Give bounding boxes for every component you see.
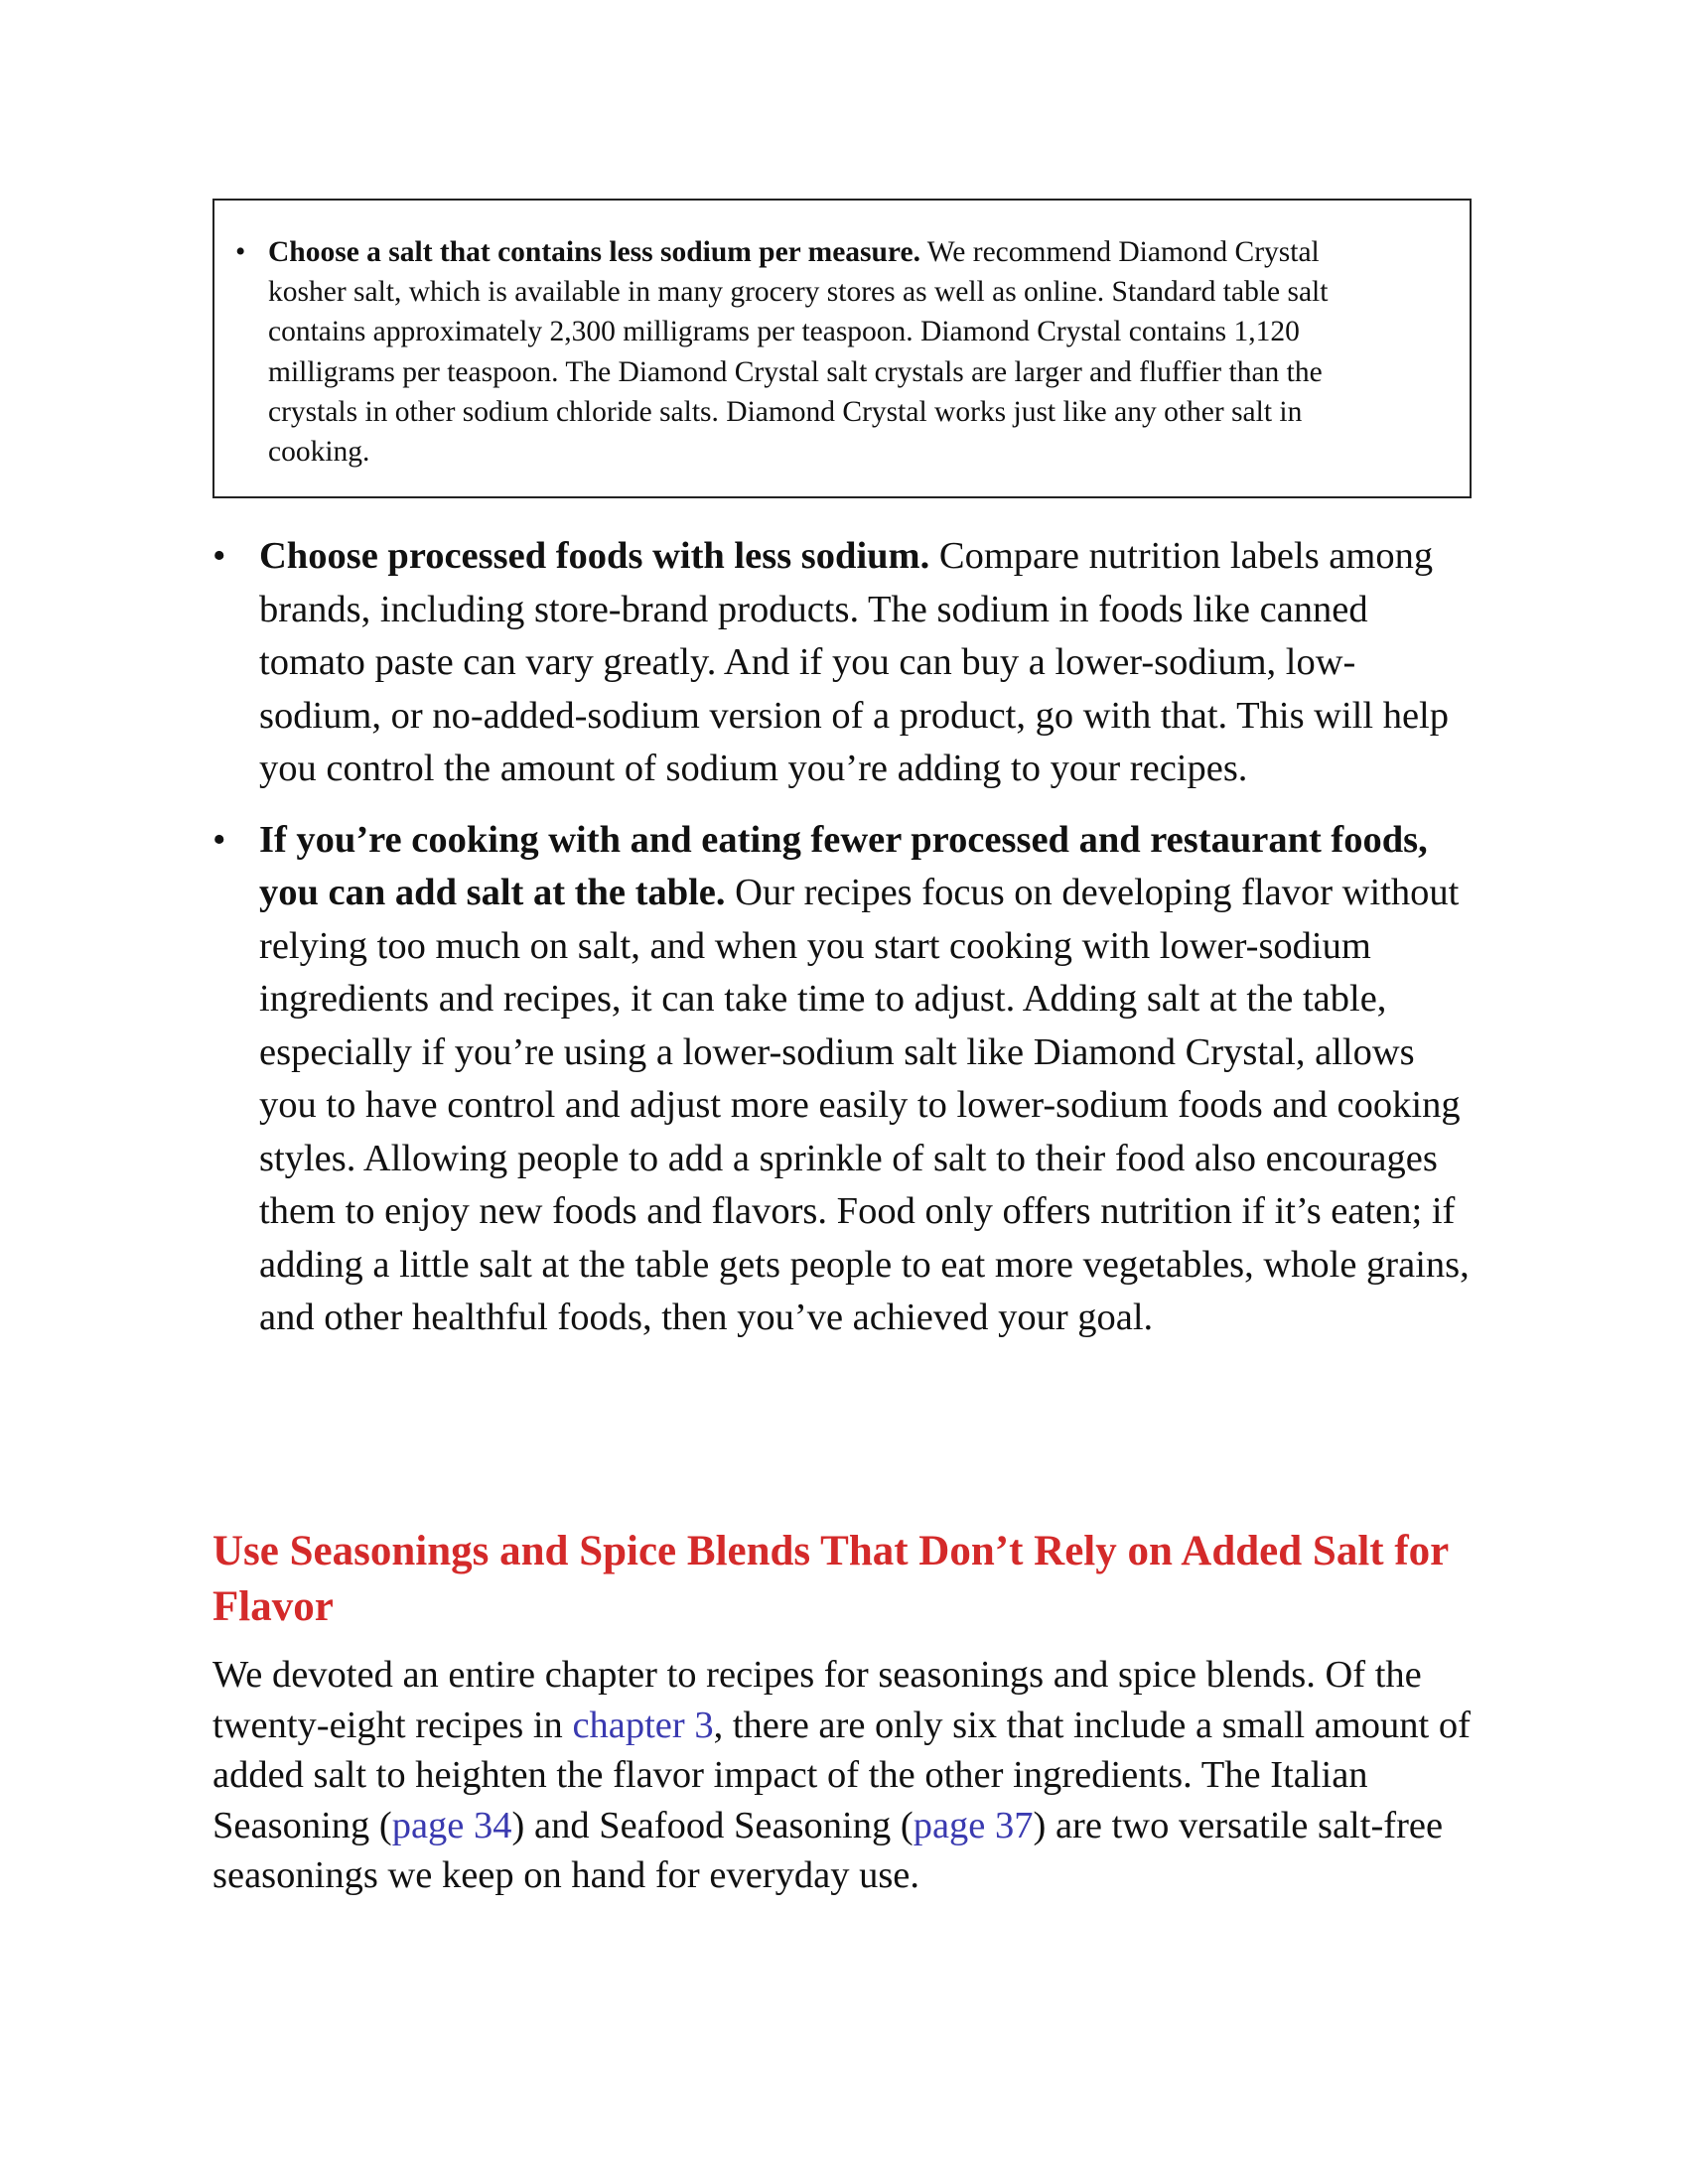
tip-bold: Choose processed foods with less sodium. (259, 535, 930, 577)
chapter-3-link[interactable]: chapter 3 (572, 1704, 714, 1746)
tip-text: Our recipes focus on developing flavor without relying too much on salt, and when you start cooking with lower-sodium ingredients and recipes, it can take time to adjust. Adding salt at the table, especially if you’re using a lower-sodium salt like Diamond Crystal, allows you to have control and adjust more easily to lower-sodium foods and cooking styles. Allowing people to add a sprinkle of salt to their food also encourages them to enjoy new foods and flavors. Food only offers nutrition if it’s eaten; if adding a little salt at the table gets people to eat more vegetables, whole grains, and other healthful foods, then you’ve achieved your goal. (259, 872, 1470, 1338)
tip-item-salt-at-table (212, 814, 1476, 1345)
tip-bold: If you’re cooking with and eating fewer processed and restaurant foods, you can add salt at the table. (259, 818, 1428, 913)
page-34-link[interactable]: page 34 (391, 1804, 512, 1846)
sidebar-item-text: We recommend Diamond Crystal kosher salt, which is available in many grocery stores as well as online. Standard table salt contains approximately 2,300 milligrams per teaspoon. Diamond Crystal contains 1,120 milligrams per teaspoon. The Diamond Crystal salt crystals are larger and fluffier than the crystals in other sodium chloride salts. Diamond Crystal works just like any other salt in cooking. (268, 236, 1329, 469)
sidebar-item-bold: Choose a salt that contains less sodium per measure. (268, 236, 920, 268)
page-37-link[interactable]: page 37 (913, 1804, 1034, 1846)
bullet-icon: • (212, 818, 226, 861)
tip-item-processed-foods (212, 530, 1476, 796)
bullet-icon: • (212, 535, 226, 577)
body-paragraph (212, 1650, 1483, 1901)
bullet-icon: • (235, 236, 246, 268)
paragraph-text: We devoted an entire chapter to recipes for seasonings and spice blends. Of the twenty-eight recipes in (212, 1654, 1422, 1746)
sidebar-list (214, 232, 1470, 472)
paragraph-text: , there are only six that include a small amount of added salt to heighten the flavor impact of the other ingredients. The Italian Seasoning ( (212, 1704, 1471, 1846)
paragraph-text: ) are two versatile salt-free seasonings we keep on hand for everyday use. (212, 1804, 1444, 1896)
sidebar-box (212, 199, 1472, 498)
sidebar-list-item (235, 232, 1400, 472)
tip-text: Compare nutrition labels among brands, including store-brand products. The sodium in foods like canned tomato paste can vary greatly. And if you can buy a lower-sodium, low-sodium, or no-added-sodium version of a product, go with that. This will help you control the amount of sodium you’re adding to your recipes. (259, 535, 1449, 789)
paragraph-text: ) and Seafood Seasoning ( (511, 1804, 914, 1846)
tips-list (212, 530, 1476, 1345)
section-heading: Use Seasonings and Spice Blends That Don’t Rely on Added Salt for Flavor (212, 1528, 1449, 1630)
